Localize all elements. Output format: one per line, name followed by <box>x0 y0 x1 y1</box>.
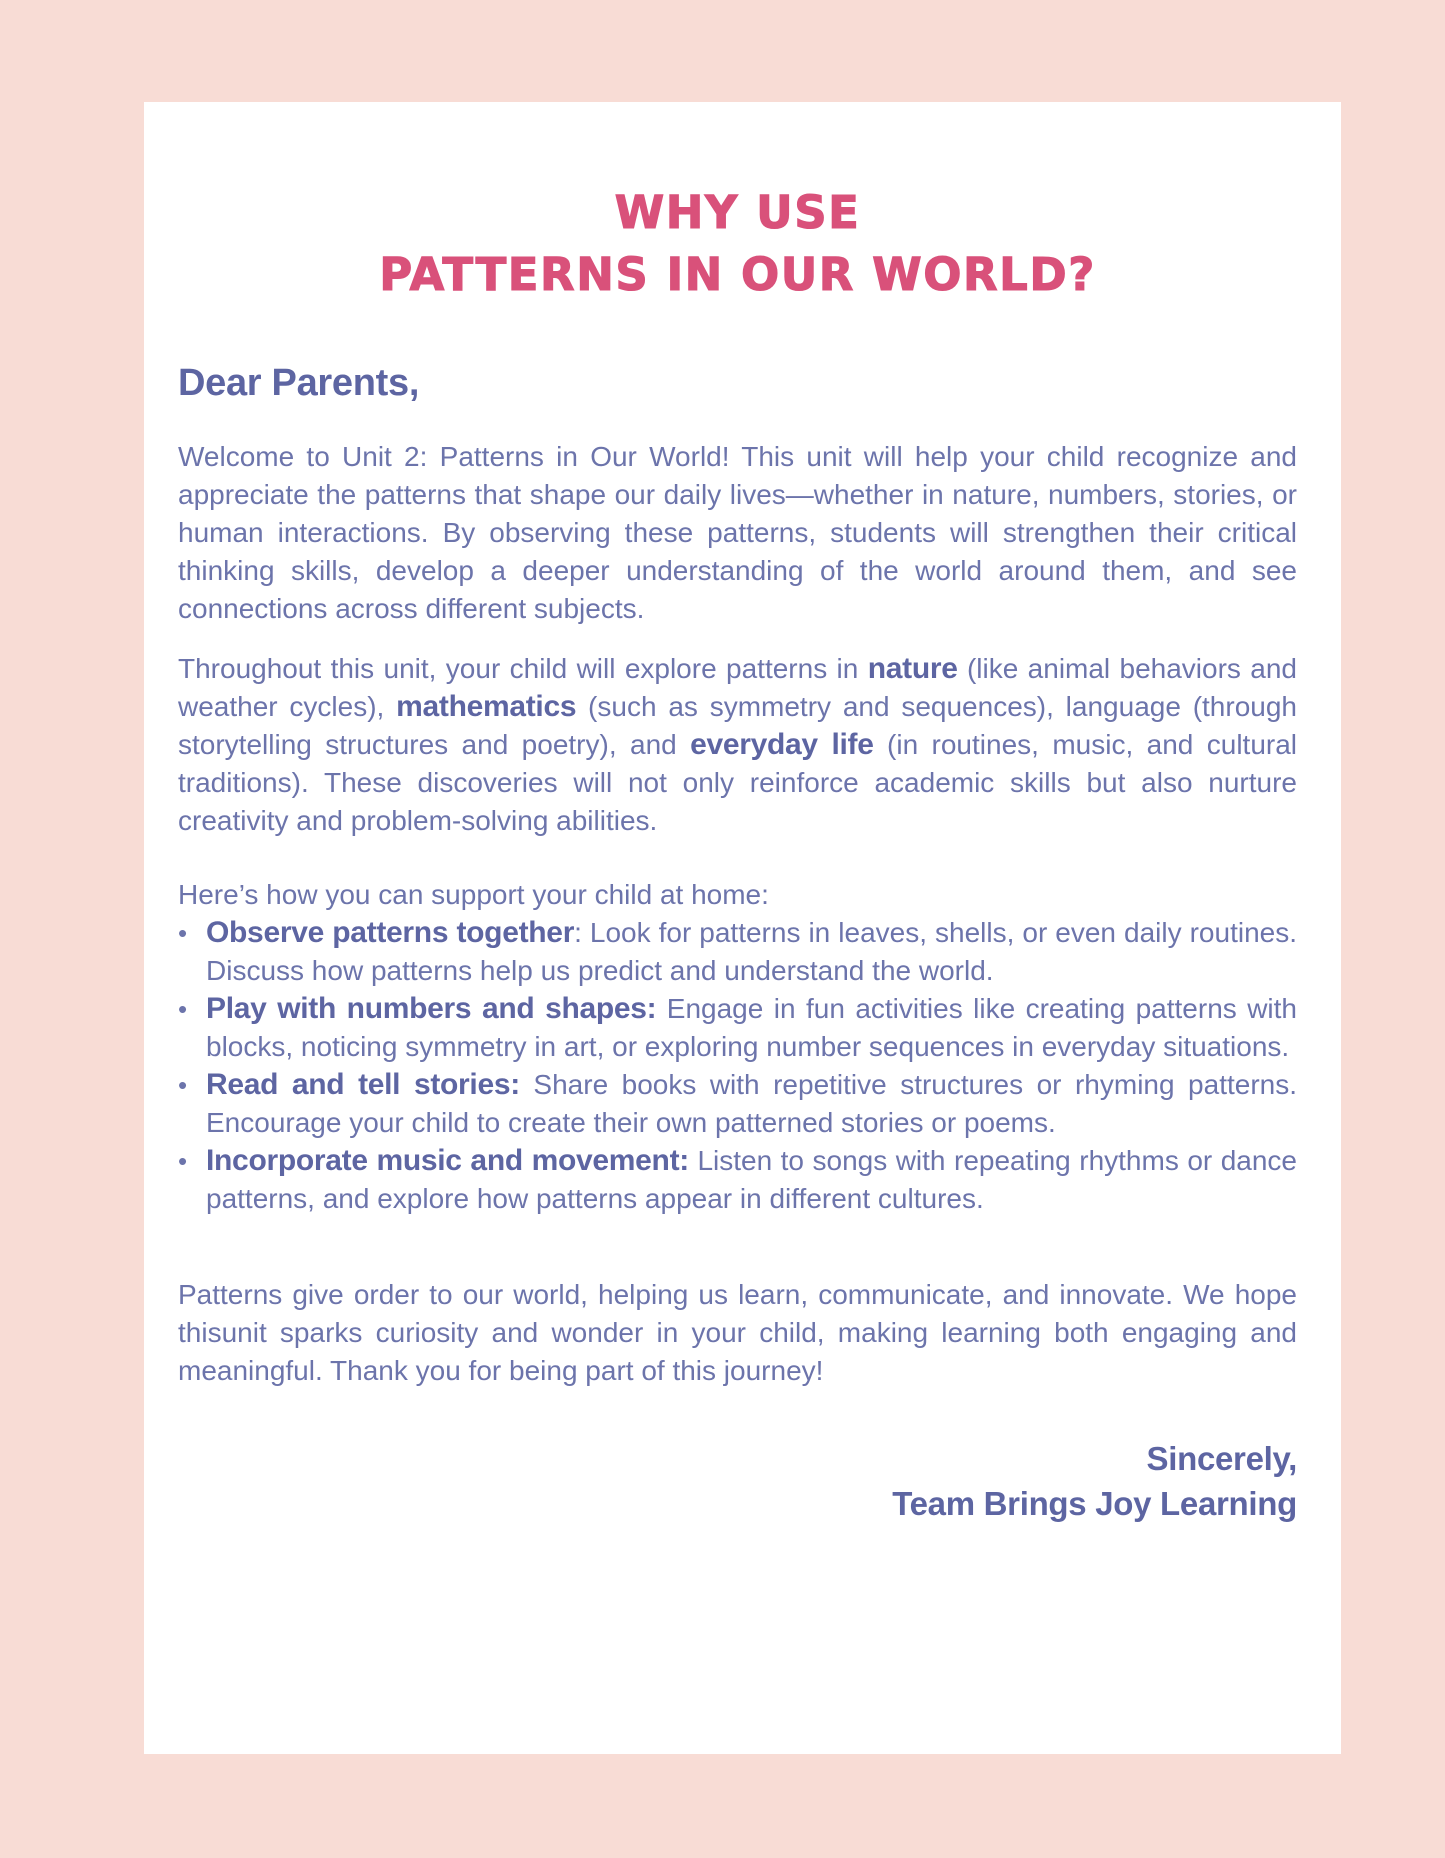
signature-block <box>178 1436 1297 1526</box>
support-list <box>178 914 1297 1218</box>
list-item-heading: Play with numbers and shapes: <box>206 992 657 1025</box>
list-item-body: : Look for patterns in leaves, shells, or even daily routines. Discuss how patterns help us predict and understand the world. <box>206 917 1297 986</box>
list-item-body: Share books with repetitive structures or rhyming patterns. Encourage your child to create their own patterned stories or poems. <box>206 1069 1297 1138</box>
keyword-nature: nature <box>867 652 958 685</box>
list-item-text <box>206 914 1297 990</box>
paragraph-welcome: Welcome to Unit 2: Patterns in Our World! This unit will help your child recognize and appreciate the patterns that shape our daily lives—whether in nature, numbers, stories, or human interactions. By observing these patterns, students will strengthen their critical thinking skills, develop a deeper understanding of the world around them, and see connections across different subjects. <box>178 441 1297 624</box>
signature-name: Team Brings Joy Learning <box>892 1485 1297 1522</box>
list-item-heading: Read and tell stories: <box>206 1068 520 1101</box>
list-item-text <box>206 1142 1297 1218</box>
list-item-music-movement <box>178 1142 1297 1218</box>
paragraph-closing: Patterns give order to our world, helping us learn, communicate, and innovate. We hope thisunit sparks curiosity and wonder in your child, making learning both engaging and meaningful. Thank you for being part of this journey! <box>178 1279 1297 1386</box>
paragraph-explore <box>178 650 1297 840</box>
paragraph-explore-text-3: (such as symmetry and sequences), language (through storytelling structures and poetry), and <box>178 691 1297 760</box>
keyword-mathematics: mathematics <box>396 690 577 723</box>
letter-page <box>144 102 1341 1754</box>
support-intro: Here’s how you can support your child at home: <box>178 879 769 910</box>
paragraph-explore-text-4: (in routines, music, and cultural traditions). These discoveries will not only reinforce academic skills but also nurture creativity and problem-solving abilities. <box>178 729 1298 836</box>
list-item-body: Listen to songs with repeating rhythms or dance patterns, and explore how patterns appear in different cultures. <box>206 1145 1297 1214</box>
title-line-2: PATTERNS IN OUR WORLD? <box>379 248 1096 301</box>
list-item-text <box>206 1066 1297 1142</box>
bullet-dot: • <box>178 994 188 1024</box>
title-line-1: WHY USE <box>614 186 861 239</box>
list-item-observe-patterns <box>178 914 1297 990</box>
signoff: Sincerely, <box>1146 1440 1297 1477</box>
paragraph-explore-text-1: Throughout this unit, your child will explore patterns in <box>178 653 868 684</box>
paragraph-explore-text-2: (like animal behaviors and weather cycles), <box>178 653 1298 722</box>
list-item-heading: Observe patterns together <box>206 916 575 949</box>
list-item-heading: Incorporate music and movement: <box>206 1144 689 1177</box>
bullet-dot: • <box>178 1146 188 1176</box>
salutation: Dear Parents, <box>178 362 420 404</box>
keyword-everyday-life: everyday life <box>690 728 874 761</box>
bullet-dot: • <box>178 1070 188 1100</box>
list-item-text <box>206 990 1297 1066</box>
bullet-dot: • <box>178 918 188 948</box>
list-item-read-stories <box>178 1066 1297 1142</box>
letter-title <box>178 182 1297 306</box>
list-item-body: Engage in fun activities like creating patterns with blocks, noticing symmetry in art, or exploring number sequences in everyday situations. <box>206 993 1298 1062</box>
list-item-play-numbers <box>178 990 1297 1066</box>
